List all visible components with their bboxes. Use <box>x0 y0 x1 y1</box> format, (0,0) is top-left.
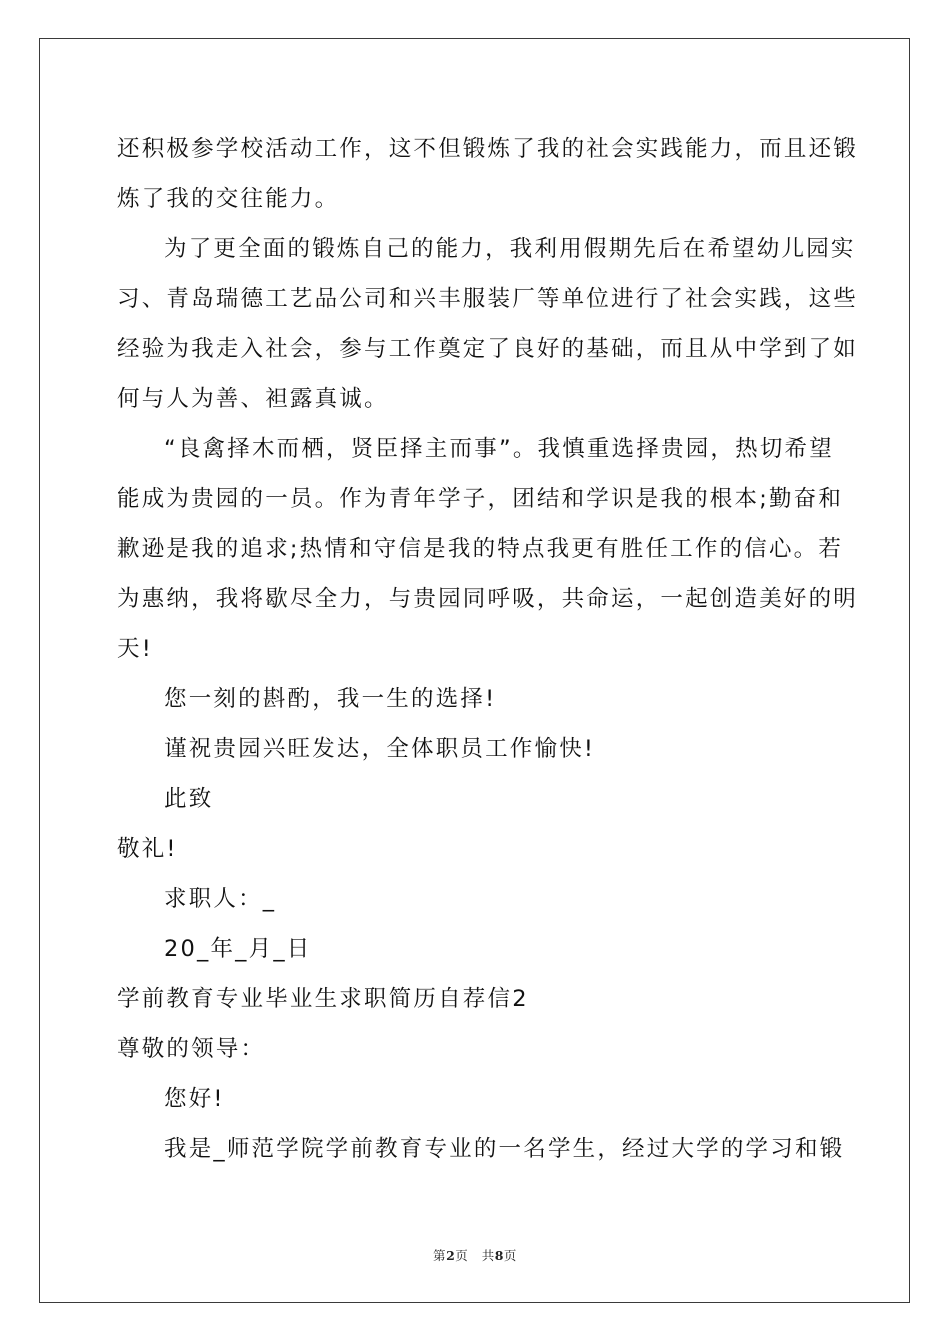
text-line: 您一刻的斟酌，我一生的选择! <box>164 686 497 712</box>
section-title: 学前教育专业毕业生求职简历自荐信2 <box>117 986 529 1012</box>
text-line: “良禽择木而栖，贤臣择主而事”。我慎重选择贵园，热切希望 <box>164 436 834 462</box>
page-footer <box>0 1246 950 1264</box>
text-line: 习、青岛瑞德工艺品公司和兴丰服装厂等单位进行了社会实践，这些 <box>117 286 859 312</box>
total-suffix: 页 <box>503 1248 517 1263</box>
text-line: 您好! <box>164 1086 225 1112</box>
text-line: 求职人：_ <box>164 886 277 912</box>
page-total: 8 <box>494 1248 504 1263</box>
text-line: 为了更全面的锻炼自己的能力，我利用假期先后在希望幼儿园实 <box>164 236 856 262</box>
text-line: 还积极参学校活动工作，这不但锻炼了我的社会实践能力，而且还锻 <box>117 136 859 162</box>
text-line: 我是_师范学院学前教育专业的一名学生，经过大学的学习和锻 <box>164 1136 845 1162</box>
text-line: 20_年_月_日 <box>164 936 312 962</box>
text-line: 谨祝贵园兴旺发达，全体职员工作愉快! <box>164 736 596 762</box>
text-line: 炼了我的交往能力。 <box>117 186 340 212</box>
text-line: 能成为贵园的一员。作为青年学子，团结和学识是我的根本;勤奋和 <box>117 486 844 512</box>
text-line: 敬礼! <box>117 836 178 862</box>
text-line: 何与人为善、袒露真诚。 <box>117 386 389 412</box>
text-line: 天! <box>117 636 153 662</box>
page-suffix: 页 <box>455 1248 469 1263</box>
text-line: 经验为我走入社会，参与工作奠定了良好的基础，而且从中学到了如 <box>117 336 859 362</box>
text-line: 为惠纳，我将歇尽全力，与贵园同呼吸，共命运，一起创造美好的明 <box>117 586 859 612</box>
text-line: 此致 <box>164 786 214 812</box>
text-line: 尊敬的领导： <box>117 1036 266 1062</box>
text-line: 歉逊是我的追求;热情和守信是我的特点我更有胜任工作的信心。若 <box>117 536 844 562</box>
total-prefix: 共 <box>481 1248 495 1263</box>
page-prefix: 第 <box>433 1248 447 1263</box>
page-current: 2 <box>446 1248 456 1263</box>
